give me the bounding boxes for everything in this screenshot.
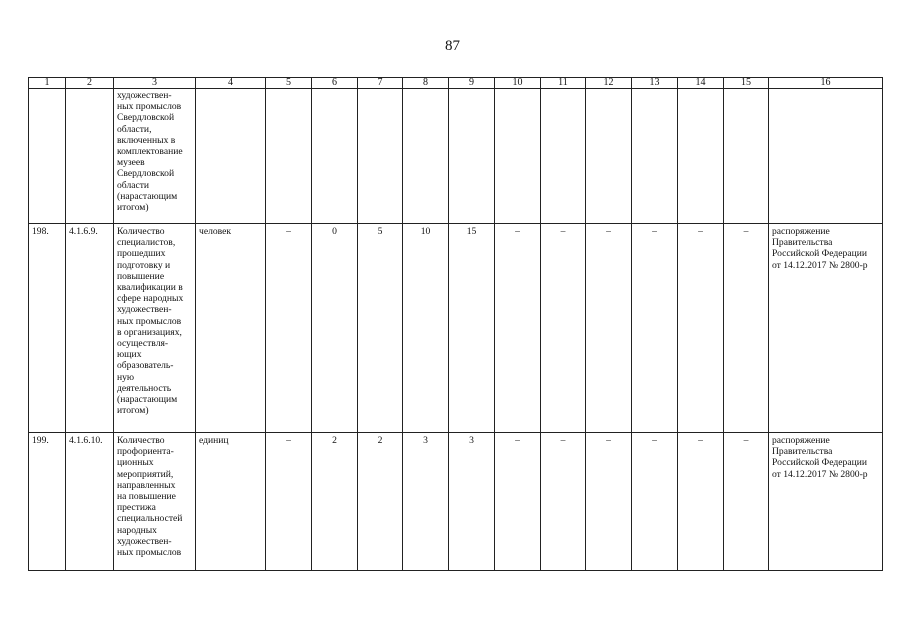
- column-header: 16: [769, 78, 883, 89]
- row-code: 4.1.6.9.: [66, 224, 114, 433]
- value-cell: 15: [449, 224, 495, 433]
- value-cell: –: [266, 224, 312, 433]
- empty-cell: [403, 89, 449, 224]
- empty-cell: [632, 89, 678, 224]
- unit-cell: человек: [196, 224, 266, 433]
- column-header: 3: [114, 78, 196, 89]
- row-number: 198.: [29, 224, 66, 433]
- value-cell: –: [586, 433, 632, 571]
- empty-cell: [358, 89, 403, 224]
- empty-cell: [66, 89, 114, 224]
- column-header: 1: [29, 78, 66, 89]
- row-code: 4.1.6.10.: [66, 433, 114, 571]
- row-number: 199.: [29, 433, 66, 571]
- column-header: 6: [312, 78, 358, 89]
- column-header: 15: [724, 78, 769, 89]
- value-cell: –: [678, 224, 724, 433]
- empty-cell: [678, 89, 724, 224]
- table-row: [29, 433, 883, 571]
- column-header: 9: [449, 78, 495, 89]
- value-cell: –: [495, 224, 541, 433]
- column-header: 8: [403, 78, 449, 89]
- indicator-name: Количество профориента- ционных мероприятий, направленных на повышение престижа специальностей народных художествен- ных промыслов: [114, 433, 196, 571]
- empty-cell: [449, 89, 495, 224]
- legal-basis: распоряжение Правительства Российской Федерации от 14.12.2017 № 2800-р: [769, 224, 883, 433]
- unit-cell: единиц: [196, 433, 266, 571]
- value-cell: 2: [312, 433, 358, 571]
- indicators-table: [28, 77, 883, 571]
- value-cell: 5: [358, 224, 403, 433]
- value-cell: –: [632, 433, 678, 571]
- empty-cell: [29, 89, 66, 224]
- page-number: 87: [445, 38, 460, 54]
- value-cell: –: [541, 224, 586, 433]
- column-header: 12: [586, 78, 632, 89]
- value-cell: –: [724, 433, 769, 571]
- value-cell: –: [541, 433, 586, 571]
- value-cell: 3: [403, 433, 449, 571]
- column-header: 7: [358, 78, 403, 89]
- value-cell: 2: [358, 433, 403, 571]
- column-header: 2: [66, 78, 114, 89]
- empty-cell: [312, 89, 358, 224]
- indicator-name: Количество специалистов, прошедших подготовку и повышение квалификации в сфере народных художествен- ных промыслов в организациях, осуществля- ющих образователь- ную деятельность (нарастающим итогом): [114, 224, 196, 433]
- continued-row: [29, 89, 883, 224]
- table-row: [29, 224, 883, 433]
- column-header: 10: [495, 78, 541, 89]
- indicator-name: художествен- ных промыслов Свердловской области, включенных в комплектование музеев Свердловской области (нарастающим итогом): [114, 89, 196, 224]
- column-header: 14: [678, 78, 724, 89]
- value-cell: –: [724, 224, 769, 433]
- column-header: 4: [196, 78, 266, 89]
- empty-cell: [769, 89, 883, 224]
- table-header-row: [29, 78, 883, 89]
- empty-cell: [586, 89, 632, 224]
- empty-cell: [196, 89, 266, 224]
- legal-basis: распоряжение Правительства Российской Федерации от 14.12.2017 № 2800-р: [769, 433, 883, 571]
- value-cell: 0: [312, 224, 358, 433]
- empty-cell: [541, 89, 586, 224]
- column-header: 13: [632, 78, 678, 89]
- column-header: 11: [541, 78, 586, 89]
- empty-cell: [495, 89, 541, 224]
- value-cell: 3: [449, 433, 495, 571]
- value-cell: 10: [403, 224, 449, 433]
- column-header: 5: [266, 78, 312, 89]
- value-cell: –: [495, 433, 541, 571]
- value-cell: –: [266, 433, 312, 571]
- value-cell: –: [678, 433, 724, 571]
- value-cell: –: [632, 224, 678, 433]
- value-cell: –: [586, 224, 632, 433]
- empty-cell: [724, 89, 769, 224]
- empty-cell: [266, 89, 312, 224]
